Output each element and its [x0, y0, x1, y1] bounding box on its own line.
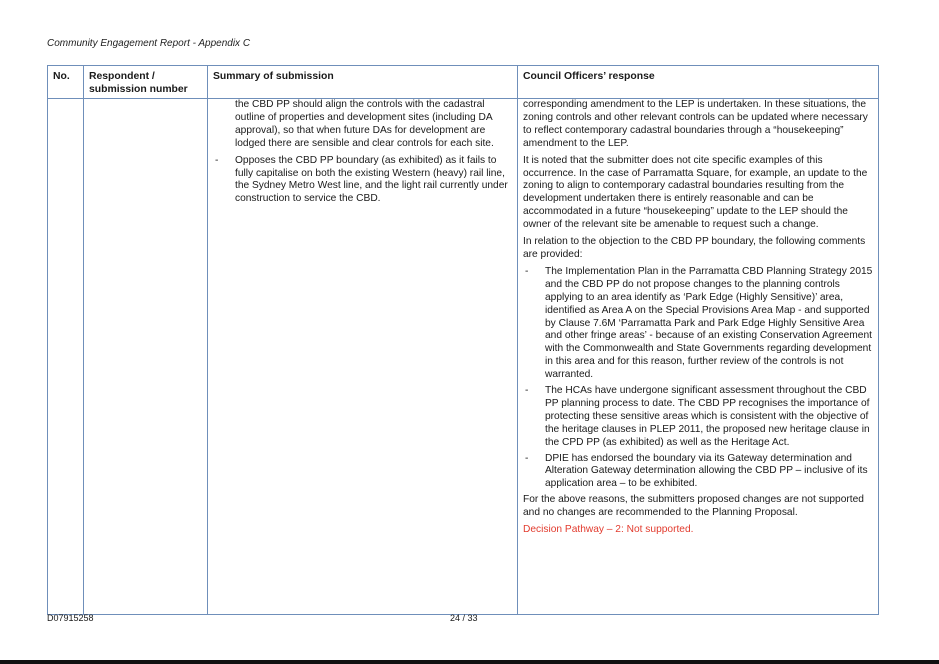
- response-bullet-text: DPIE has endorsed the boundary via its Gateway determination and Alteration Gateway determination allowing the CBD PP – inclusive of its application area – to be exhibited.: [545, 452, 868, 490]
- dash-bullet-icon: -: [215, 154, 219, 166]
- bottom-edge-bar: [0, 660, 939, 664]
- dash-bullet-icon: -: [525, 385, 529, 397]
- header-no: No.: [48, 66, 84, 99]
- header-respondent: Respondent / submission number: [84, 66, 208, 99]
- document-id: D07915258: [47, 613, 94, 623]
- submissions-table: [47, 65, 879, 615]
- page-number: 24 / 33: [450, 613, 478, 623]
- document-header-title: Community Engagement Report - Appendix C: [47, 38, 251, 49]
- response-paragraph-1: corresponding amendment to the LEP is undertaken. In these situations, the zoning controls and other relevant controls can be updated where necessary to reflect contemporary cadastral boundaries through a “housekeeping” amendment to the LEP.: [523, 99, 868, 149]
- table-header-row: [48, 66, 879, 99]
- response-bullet-list: [523, 266, 873, 491]
- dash-bullet-icon: -: [525, 265, 529, 277]
- summary-bullet-text: Opposes the CBD PP boundary (as exhibited) as it fails to fully capitalise on both the existing Western (heavy) rail line, the Sydney Metro West line, and the light rail currently under construction to service the CBD.: [235, 154, 508, 205]
- response-paragraph-4: For the above reasons, the submitters proposed changes are not supported and no changes are recommended to the Planning Proposal.: [523, 494, 864, 519]
- cell-no: [48, 99, 84, 615]
- cell-response: [518, 99, 879, 615]
- header-response: Council Officers’ response: [518, 66, 879, 99]
- response-paragraph-2: It is noted that the submitter does not cite specific examples of this occurrence. In the case of Parramatta Square, for example, an update to the zoning to align to contemporary cadastral boundaries resulting from the development undertaken there is entirely reasonable and can be accommodated in a future “housekeeping” update to the LEP should the owner of the relevant site be amenable to request such a change.: [523, 154, 868, 231]
- response-bullet-text: The Implementation Plan in the Parramatta CBD Planning Strategy 2015 and the CBD PP do not propose changes to the planning controls applying to an area identify as ‘Park Edge (Highly Sensitive)’ area, identified as Area A on the Special Provisions Area Map - and supported by Clause 7.6M ‘Parramatta Park and Park Edge Highly Sensitive Area and other fringe areas’ - because of an existing Conservation Agreement with the Commonwealth and State Governments regarding development in this area and for this reason, further review of the controls is not warranted.: [545, 265, 873, 381]
- dash-bullet-icon: -: [525, 452, 529, 464]
- response-bullet: [523, 453, 873, 492]
- header-summary: Summary of submission: [208, 66, 518, 99]
- summary-bullet: [213, 155, 512, 207]
- response-bullet: [523, 385, 873, 450]
- cell-summary: [208, 99, 518, 615]
- table-row: [48, 99, 879, 615]
- response-bullet-text: The HCAs have undergone significant assessment throughout the CBD PP planning process to date. The CBD PP recognises the importance of protecting these sensitive areas which is consistent with the objective of the heritage clauses in PLEP 2011, the proposed new heritage clause in the CPD PP (as exhibited) as well as the Heritage Act.: [545, 385, 870, 448]
- cell-respondent: [84, 99, 208, 615]
- summary-continuation: the CBD PP should align the controls with the cadastral outline of properties and development sites (including DA approval), so that when future DAs for development are lodged there are sensible and clear controls for each site.: [235, 99, 494, 149]
- decision-pathway: Decision Pathway – 2: Not supported.: [523, 524, 694, 536]
- summary-bullet-list: [213, 155, 512, 207]
- response-paragraph-3: In relation to the objection to the CBD PP boundary, the following comments are provided:: [523, 236, 866, 260]
- response-bullet: [523, 266, 873, 382]
